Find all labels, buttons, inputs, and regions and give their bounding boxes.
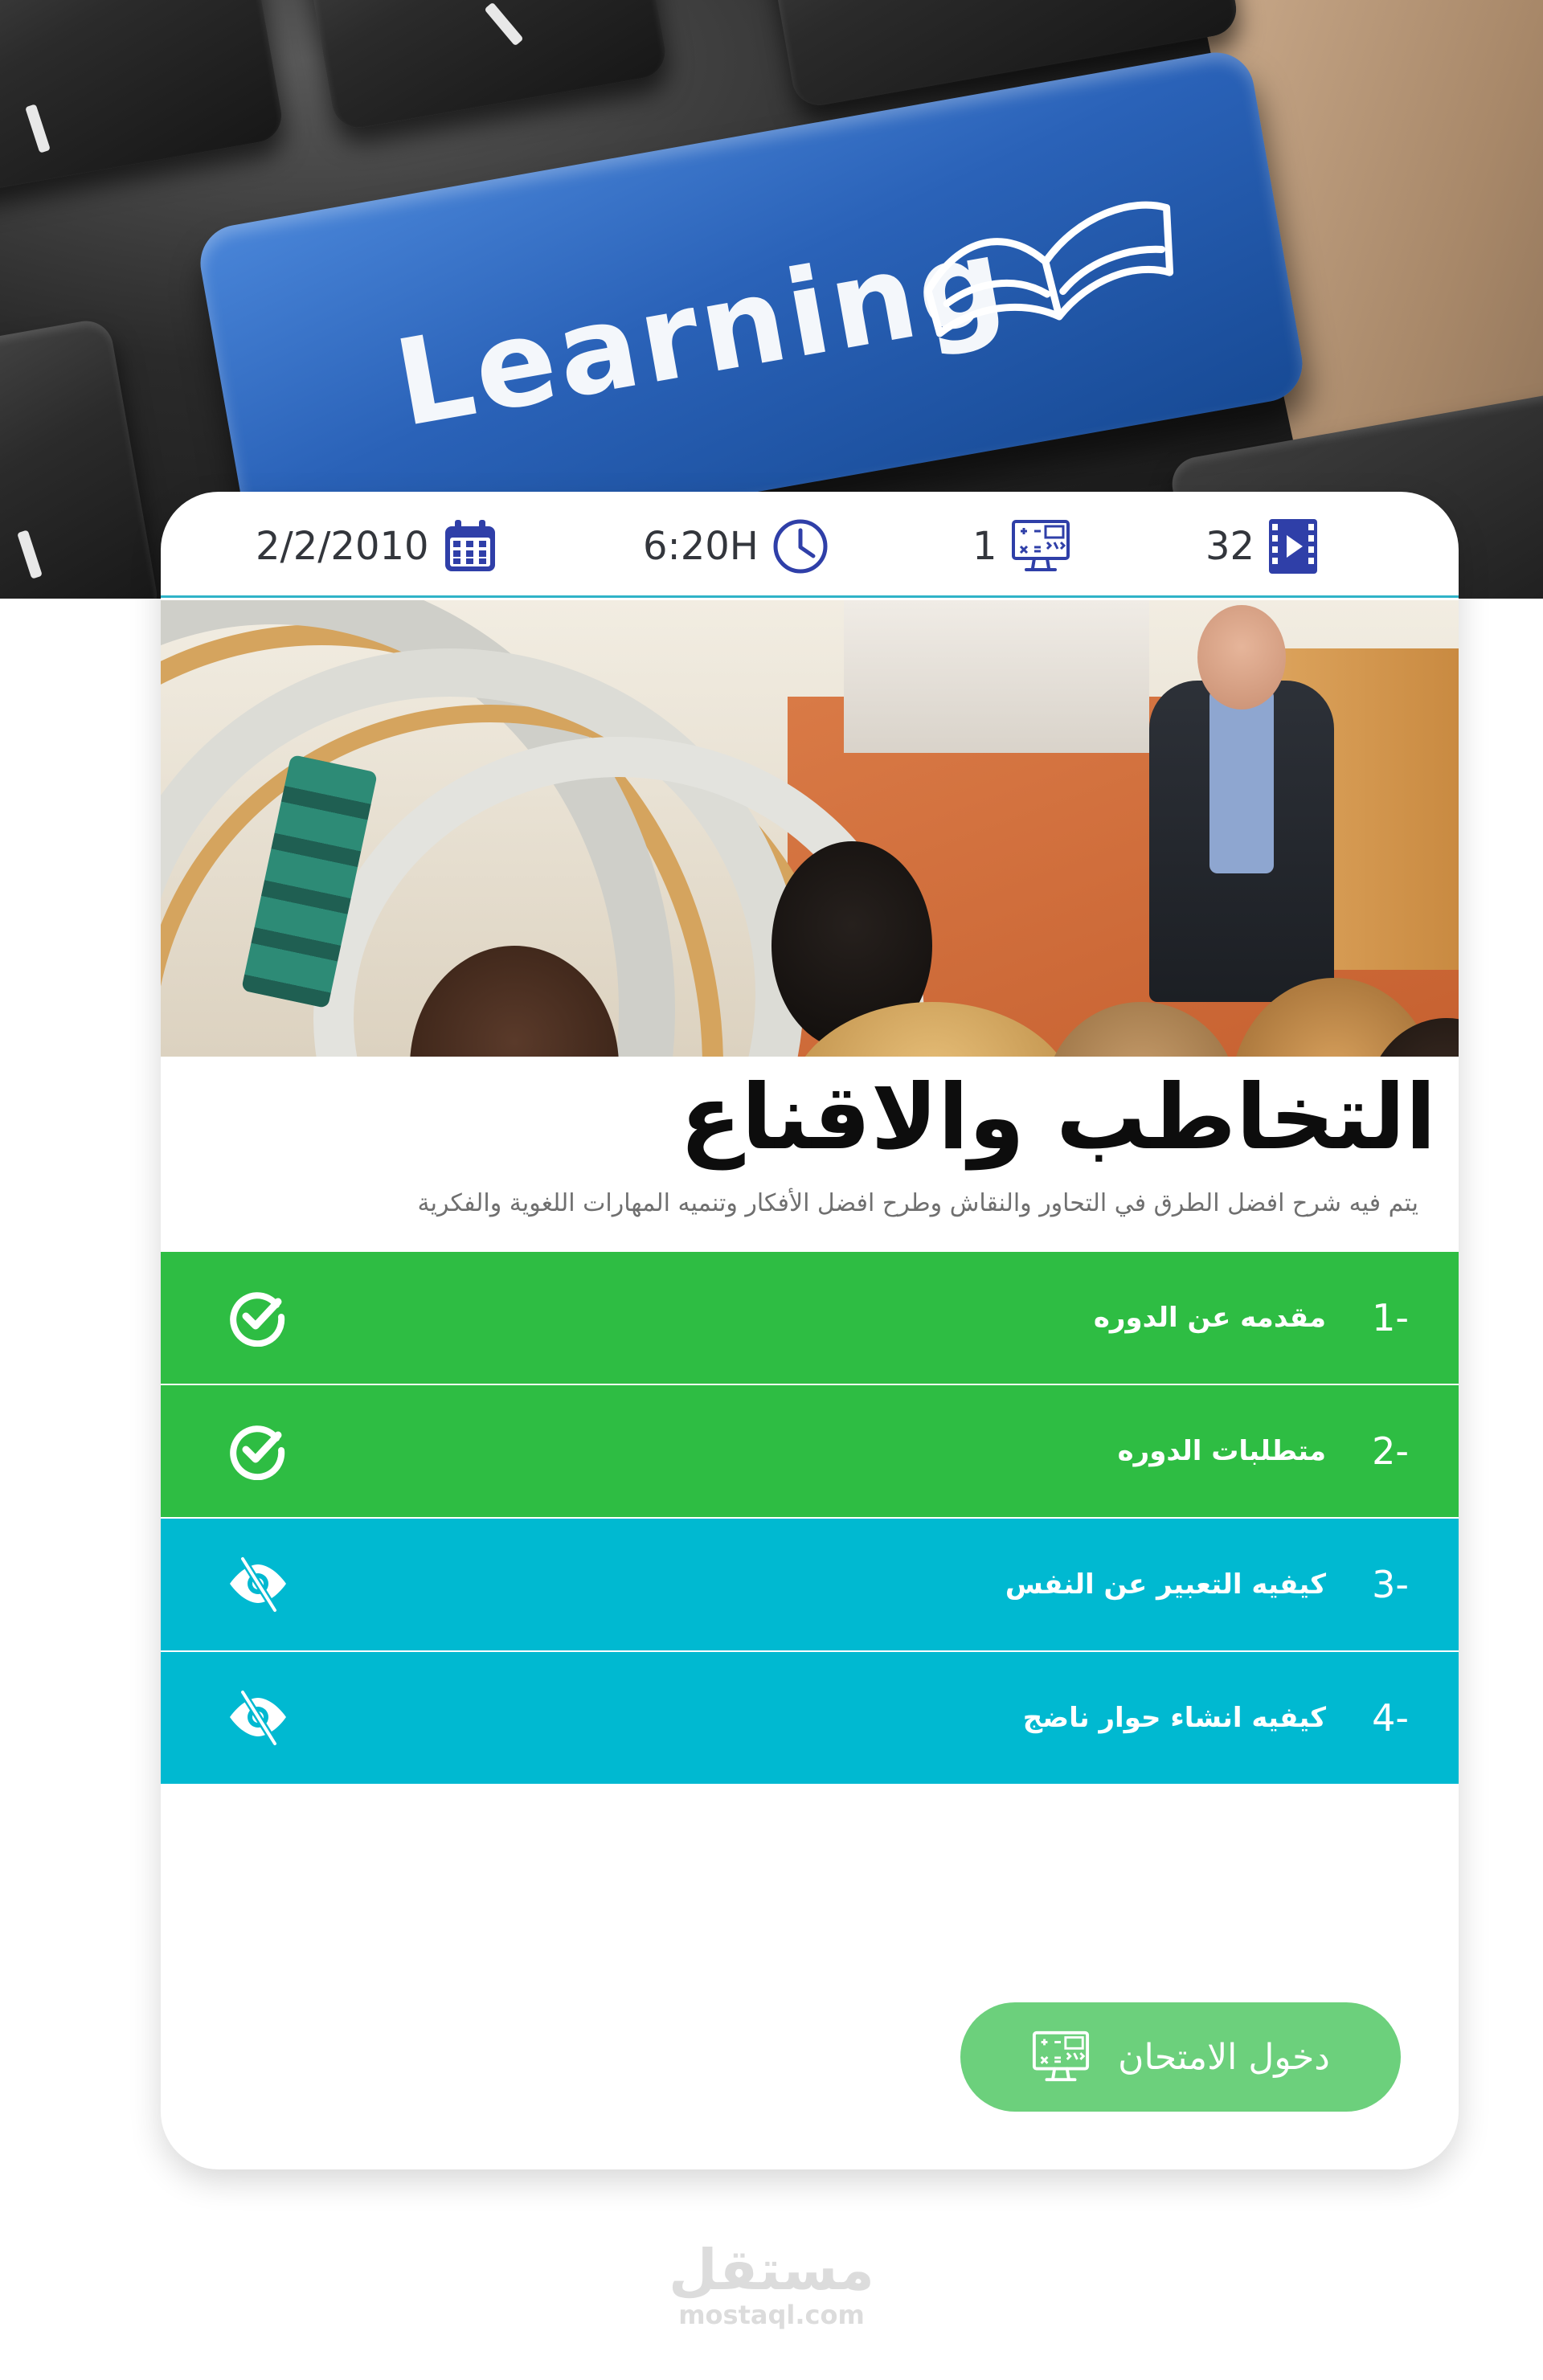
lesson-number: 2-	[1372, 1429, 1409, 1473]
course-description: يتم فيه شرح افضل الطرق في التحاور والنقاش وطرح افضل الأفكار وتنميه المهارات اللغوية والفكرية	[417, 1189, 1418, 1217]
lesson-item-4[interactable]	[161, 1652, 1459, 1784]
eye-slash-icon	[228, 1687, 288, 1747]
watermark-latin: mostaql.com	[678, 2300, 865, 2330]
lesson-title: كيفيه التعبير عن النفس	[1005, 1568, 1326, 1601]
film-icon	[1267, 517, 1319, 575]
lesson-title: كيفيه انشاء حوار ناضج	[1022, 1702, 1326, 1734]
photo-lecturer-head	[1197, 605, 1286, 710]
stat-duration-value: 6:20H	[643, 524, 759, 569]
stat-duration	[643, 516, 829, 577]
mostaql-watermark	[659, 2237, 884, 2330]
course-title: التخاطب والاقناع	[679, 1065, 1436, 1170]
course-card	[161, 492, 1459, 2169]
calendar-icon	[442, 518, 498, 575]
lesson-item-1[interactable]	[161, 1252, 1459, 1384]
monitor-exam-icon	[1031, 2029, 1091, 2085]
lesson-number: 4-	[1372, 1696, 1409, 1740]
learning-key-label: Learning	[386, 210, 1017, 454]
photo-wall-panel	[844, 600, 1149, 753]
lesson-title: متطلبات الدوره	[1117, 1435, 1326, 1467]
course-cover-image	[161, 600, 1459, 1057]
watermark-arabic: مستقل	[668, 2237, 874, 2303]
photo-lecturer-shirt	[1209, 689, 1274, 873]
lesson-number: 1-	[1372, 1296, 1409, 1339]
enter-exam-button[interactable]	[960, 2002, 1401, 2112]
clock-icon	[772, 517, 829, 575]
check-circle-icon	[228, 1421, 288, 1480]
stat-videos	[1205, 516, 1319, 577]
stat-exams	[972, 516, 1071, 577]
stat-exams-value: 1	[972, 524, 997, 569]
lesson-title: مقدمه عن الدوره	[1093, 1302, 1326, 1334]
stat-date-value: 2/2/2010	[256, 524, 429, 569]
stat-videos-value: 32	[1205, 524, 1255, 569]
lesson-item-3[interactable]	[161, 1519, 1459, 1650]
check-circle-icon	[228, 1287, 288, 1347]
keyboard-key	[0, 0, 285, 196]
stat-date	[256, 516, 498, 577]
lesson-item-2[interactable]	[161, 1385, 1459, 1517]
course-stats-bar	[161, 492, 1459, 598]
lesson-number: 3-	[1372, 1563, 1409, 1606]
keyboard-key	[295, 0, 669, 132]
eye-slash-icon	[228, 1554, 288, 1613]
lesson-list	[161, 1252, 1459, 1785]
monitor-exam-icon	[1010, 518, 1071, 575]
enter-exam-label: دخول الامتحان	[1118, 2036, 1330, 2078]
